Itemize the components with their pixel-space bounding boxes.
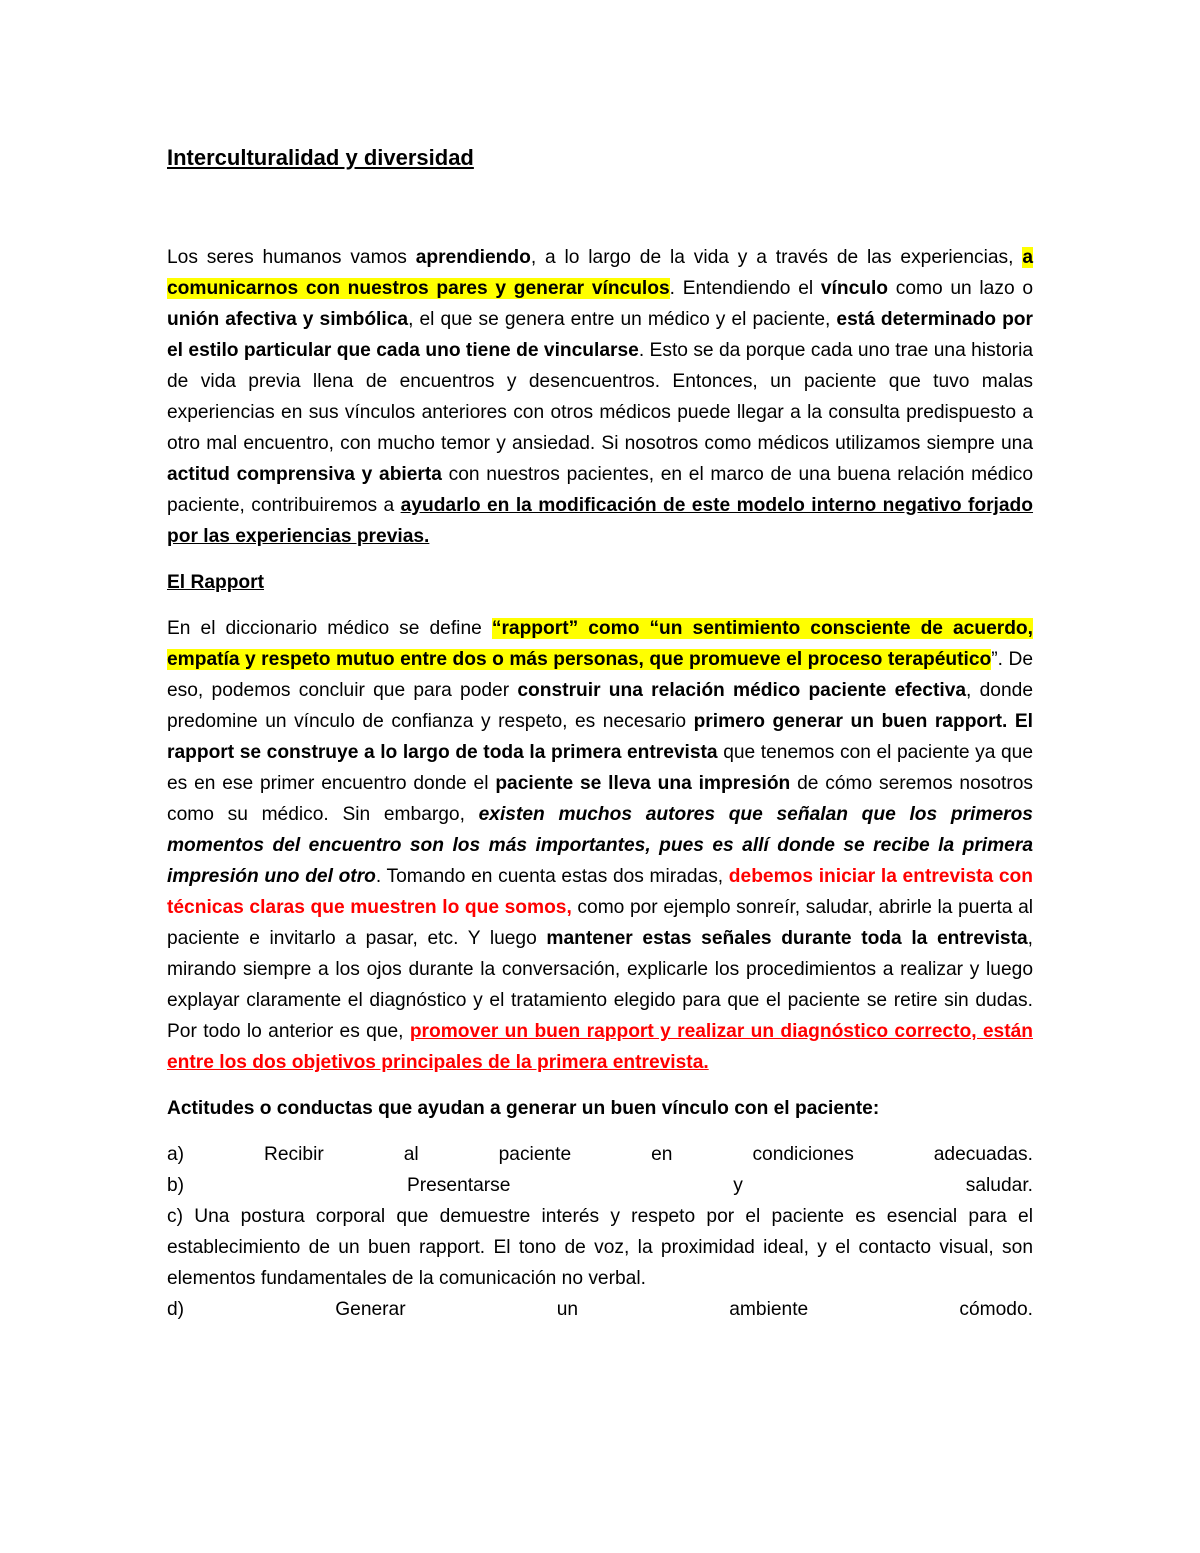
section-heading-actitudes: Actitudes o conductas que ayudan a generar un buen vínculo con el paciente: [167, 1098, 880, 1119]
underlined-text: ayudarlo en la modificación de este modelo interno negativo forjado por las experiencias previas. [167, 495, 1034, 547]
list-item-b: b) Presentarse y saludar. [167, 1175, 1033, 1196]
italic-quote: existen muchos autores que señalan que los primeros momentos del encuentro son los más importantes, pues es allí donde se recibe la primera impresión uno del otro [167, 804, 1033, 887]
highlighted-text: a comunicarnos con nuestros pares y generar vínculos [167, 247, 1033, 299]
red-emphasis: debemos iniciar la entrevista con técnicas claras que muestren lo que somos, [167, 866, 1033, 918]
paragraph-intro: Los seres humanos vamos aprendiendo, a lo largo de la vida y a través de las experiencias, a comunicarnos con nuestros pares y generar vínculos. Entendiendo el vínculo como un lazo o unión afectiva y simbólica, el que se genera entre un médico y el paciente, está determinado por el estilo particular que cada uno tiene de vincularse. Esto se da porque cada uno trae una historia de vida previa llena de encuentros y desencuentros. Entonces, un paciente que tuvo malas experiencias en sus vínculos anteriores con otros médicos puede llegar a la consulta predispuesto a otro mal encuentro, con mucho temor y ansiedad. Si nosotros como médicos utilizamos siempre una actitud comprensiva y abierta con nuestros pacientes, en el marco de una buena relación médico paciente, contribuiremos a ayudarlo en la modificación de este modelo interno negativo forjado por las experiencias previas. [167, 247, 1034, 547]
list-item-a: a) Recibir al paciente en condiciones adecuadas. [167, 1144, 1033, 1165]
list-item-c: c) Una postura corporal que demuestre interés y respeto por el paciente es esencial para el establecimiento de un buen rapport. El tono de voz, la proximidad ideal, y el contacto visual, son elementos fundamentales de la comunicación no verbal. [167, 1206, 1033, 1289]
highlighted-definition: “rapport” como “un sentimiento consciente de acuerdo, empatía y respeto mutuo entre dos o más personas, que promueve el proceso terapéutico [167, 618, 1033, 670]
list-item-d: d) Generar un ambiente cómodo. [167, 1299, 1033, 1320]
section-heading-rapport: El Rapport [167, 572, 265, 593]
red-underlined-conclusion: promover un buen rapport y realizar un diagnóstico correcto, están entre los dos objetivos principales de la primera entrevista. [167, 1021, 1033, 1073]
paragraph-rapport: En el diccionario médico se define “rapport” como “un sentimiento consciente de acuerdo, empatía y respeto mutuo entre dos o más personas, que promueve el proceso terapéutico”. De eso, podemos concluir que para poder construir una relación médico paciente efectiva, donde predomine un vínculo de confianza y respeto, es necesario primero generar un buen rapport. El rapport se construye a lo largo de toda la primera entrevista que tenemos con el paciente ya que es en ese primer encuentro donde el paciente se lleva una impresión de cómo seremos nosotros como su médico. Sin embargo, existen muchos autores que señalan que los primeros momentos del encuentro son los más importantes, pues es allí donde se recibe la primera impresión uno del otro. Tomando en cuenta estas dos miradas, debemos iniciar la entrevista con técnicas claras que muestren lo que somos, como por ejemplo sonreír, saludar, abrirle la puerta al paciente e invitarlo a pasar, etc. Y luego mantener estas señales durante toda la entrevista, mirando siempre a los ojos durante la conversación, explicarle los procedimientos a realizar y luego explayar claramente el diagnóstico y el tratamiento elegido para que el paciente se retire sin dudas. Por todo lo anterior es que, promover un buen rapport y realizar un diagnóstico correcto, están entre los dos objetivos principales de la primera entrevista. [167, 618, 1034, 1073]
document-title: Interculturalidad y diversidad [167, 145, 474, 170]
document-body [167, 140, 1033, 1325]
